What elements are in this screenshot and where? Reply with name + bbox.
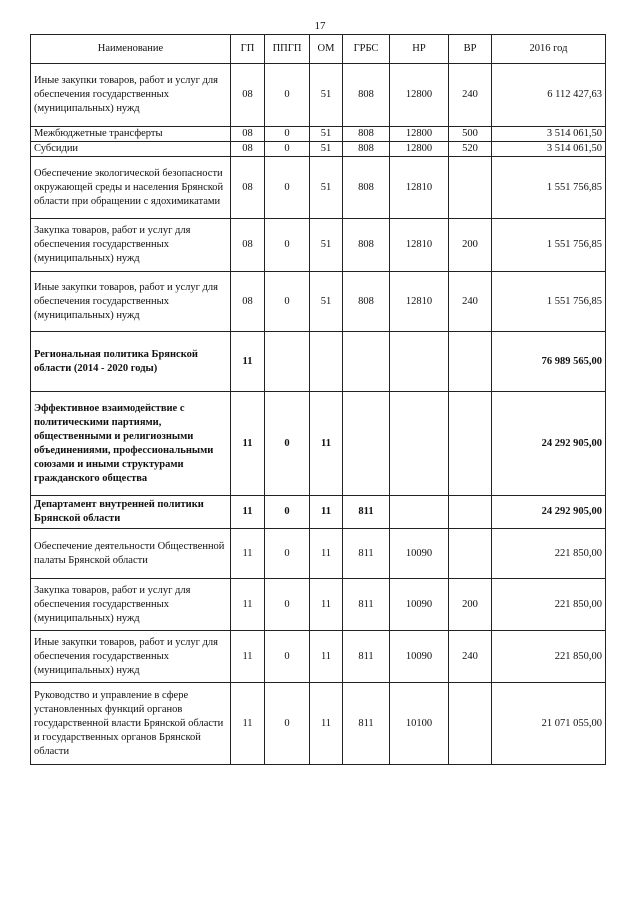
cell-gp: 08 (231, 142, 265, 157)
table-row (31, 272, 606, 332)
cell-vr (449, 157, 492, 219)
cell-ppgp: 0 (265, 64, 310, 127)
cell-grbs: 811 (343, 631, 390, 683)
cell-om: 11 (310, 496, 343, 529)
cell-nr: 12800 (390, 64, 449, 127)
cell-ppgp: 0 (265, 683, 310, 765)
cell-amount: 1 551 756,85 (492, 219, 606, 272)
cell-amount: 221 850,00 (492, 529, 606, 579)
cell-vr: 200 (449, 579, 492, 631)
cell-nr: 10090 (390, 529, 449, 579)
cell-gp: 11 (231, 529, 265, 579)
cell-name: Обеспечение экологической безопасности окружающей среды и населения Брянской области при обращении с ядохимикатами (31, 157, 231, 219)
cell-name: Иные закупки товаров, работ и услуг для обеспечения государственных (муниципальных) нужд (31, 64, 231, 127)
cell-nr: 12810 (390, 157, 449, 219)
cell-nr: 12810 (390, 219, 449, 272)
cell-grbs (343, 392, 390, 496)
cell-om: 51 (310, 157, 343, 219)
cell-vr: 240 (449, 64, 492, 127)
cell-grbs: 808 (343, 219, 390, 272)
cell-gp: 08 (231, 127, 265, 142)
cell-om: 11 (310, 392, 343, 496)
cell-vr: 200 (449, 219, 492, 272)
cell-ppgp: 0 (265, 219, 310, 272)
cell-gp: 08 (231, 272, 265, 332)
cell-name: Иные закупки товаров, работ и услуг для обеспечения государственных (муниципальных) нужд (31, 631, 231, 683)
cell-grbs: 811 (343, 529, 390, 579)
cell-name: Межбюджетные трансферты (31, 127, 231, 142)
cell-amount: 3 514 061,50 (492, 142, 606, 157)
cell-ppgp (265, 332, 310, 392)
cell-name: Департамент внутренней политики Брянской области (31, 496, 231, 529)
header-gp: ГП (231, 35, 265, 64)
cell-vr (449, 683, 492, 765)
cell-gp: 11 (231, 631, 265, 683)
cell-vr: 520 (449, 142, 492, 157)
cell-gp: 08 (231, 157, 265, 219)
cell-nr: 10090 (390, 631, 449, 683)
table-row (31, 64, 606, 127)
cell-vr (449, 332, 492, 392)
cell-grbs: 808 (343, 157, 390, 219)
cell-amount: 221 850,00 (492, 631, 606, 683)
cell-gp: 08 (231, 219, 265, 272)
cell-grbs: 808 (343, 272, 390, 332)
header-name: Наименование (31, 35, 231, 64)
cell-name: Руководство и управление в сфере установленных функций органов государственной власти Брянской области и государственных органов Брянской области (31, 683, 231, 765)
cell-vr (449, 496, 492, 529)
cell-vr (449, 392, 492, 496)
cell-nr: 12810 (390, 272, 449, 332)
cell-nr (390, 496, 449, 529)
cell-om (310, 332, 343, 392)
table-row (31, 332, 606, 392)
cell-amount: 221 850,00 (492, 579, 606, 631)
cell-vr: 240 (449, 631, 492, 683)
cell-om: 11 (310, 631, 343, 683)
cell-grbs: 811 (343, 683, 390, 765)
header-ppgp: ППГП (265, 35, 310, 64)
cell-gp: 11 (231, 683, 265, 765)
cell-om: 51 (310, 127, 343, 142)
cell-name: Обеспечение деятельности Общественной палаты Брянской области (31, 529, 231, 579)
cell-nr: 10100 (390, 683, 449, 765)
table-row (31, 127, 606, 142)
cell-name: Региональная политика Брянской области (2014 - 2020 годы) (31, 332, 231, 392)
header-amount: 2016 год (492, 35, 606, 64)
cell-ppgp: 0 (265, 272, 310, 332)
table-row (31, 219, 606, 272)
cell-gp: 11 (231, 332, 265, 392)
page-number: 17 (314, 20, 326, 32)
cell-ppgp: 0 (265, 157, 310, 219)
cell-om: 51 (310, 272, 343, 332)
cell-vr (449, 529, 492, 579)
table-row (31, 496, 606, 529)
table-row (31, 683, 606, 765)
cell-amount: 76 989 565,00 (492, 332, 606, 392)
table-row (31, 529, 606, 579)
cell-grbs: 808 (343, 64, 390, 127)
table-row (31, 157, 606, 219)
cell-nr: 12800 (390, 127, 449, 142)
cell-amount: 21 071 055,00 (492, 683, 606, 765)
cell-ppgp: 0 (265, 579, 310, 631)
cell-ppgp: 0 (265, 142, 310, 157)
cell-name: Эффективное взаимодействие с политическими партиями, общественными и религиозными объединениями, профессиональными союзами и иными структурами гражданского общества (31, 392, 231, 496)
cell-nr: 12800 (390, 142, 449, 157)
header-grbs: ГРБС (343, 35, 390, 64)
cell-om: 51 (310, 219, 343, 272)
table-body (31, 64, 606, 765)
table-header-row (31, 35, 606, 64)
cell-ppgp: 0 (265, 127, 310, 142)
cell-gp: 08 (231, 64, 265, 127)
cell-name: Субсидии (31, 142, 231, 157)
budget-table (30, 34, 606, 765)
cell-amount: 6 112 427,63 (492, 64, 606, 127)
cell-om: 11 (310, 529, 343, 579)
cell-amount: 1 551 756,85 (492, 157, 606, 219)
cell-ppgp: 0 (265, 529, 310, 579)
cell-nr (390, 392, 449, 496)
cell-name: Закупка товаров, работ и услуг для обеспечения государственных (муниципальных) нужд (31, 219, 231, 272)
cell-grbs: 808 (343, 142, 390, 157)
cell-ppgp: 0 (265, 631, 310, 683)
cell-ppgp: 0 (265, 496, 310, 529)
cell-grbs (343, 332, 390, 392)
table-row (31, 392, 606, 496)
cell-om: 11 (310, 683, 343, 765)
cell-om: 11 (310, 579, 343, 631)
cell-gp: 11 (231, 496, 265, 529)
cell-amount: 1 551 756,85 (492, 272, 606, 332)
cell-gp: 11 (231, 579, 265, 631)
cell-om: 51 (310, 142, 343, 157)
cell-grbs: 811 (343, 496, 390, 529)
table-row (31, 579, 606, 631)
cell-nr (390, 332, 449, 392)
cell-grbs: 808 (343, 127, 390, 142)
header-nr: НР (390, 35, 449, 64)
cell-amount: 24 292 905,00 (492, 496, 606, 529)
cell-amount: 3 514 061,50 (492, 127, 606, 142)
cell-amount: 24 292 905,00 (492, 392, 606, 496)
cell-nr: 10090 (390, 579, 449, 631)
cell-name: Закупка товаров, работ и услуг для обеспечения государственных (муниципальных) нужд (31, 579, 231, 631)
table-row (31, 142, 606, 157)
cell-vr: 240 (449, 272, 492, 332)
cell-grbs: 811 (343, 579, 390, 631)
cell-ppgp: 0 (265, 392, 310, 496)
cell-gp: 11 (231, 392, 265, 496)
header-vr: ВР (449, 35, 492, 64)
table-row (31, 631, 606, 683)
cell-name: Иные закупки товаров, работ и услуг для обеспечения государственных (муниципальных) нужд (31, 272, 231, 332)
cell-om: 51 (310, 64, 343, 127)
header-om: ОМ (310, 35, 343, 64)
cell-vr: 500 (449, 127, 492, 142)
